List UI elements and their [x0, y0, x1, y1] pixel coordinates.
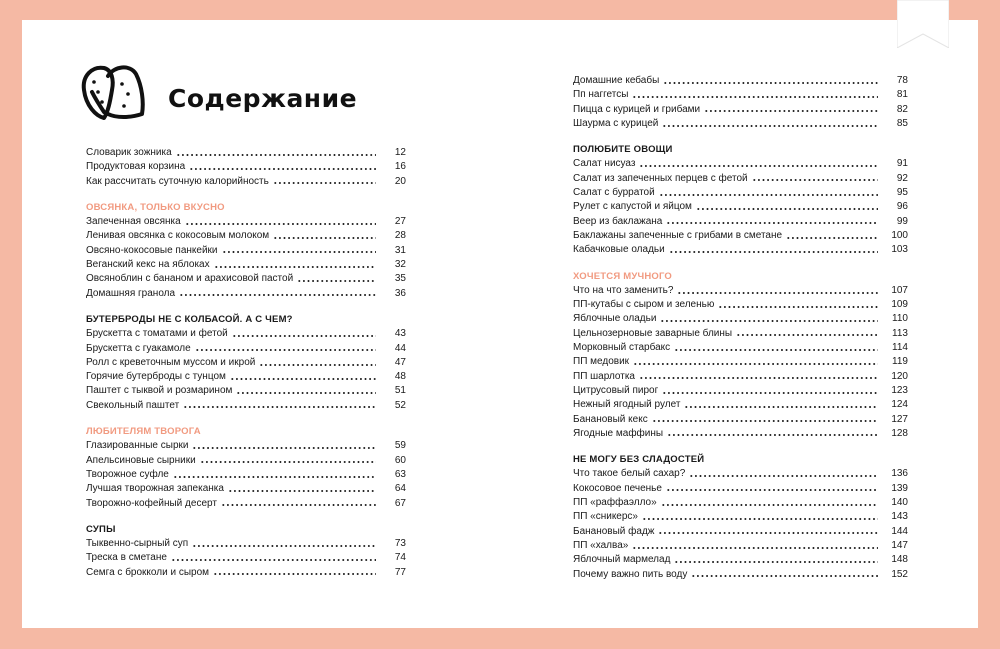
page-number: 147	[891, 539, 908, 551]
page-number: 20	[394, 175, 406, 187]
toc-section	[573, 270, 908, 442]
toc-entry[interactable]	[573, 355, 908, 369]
entry-title: Салат с бурратой	[573, 187, 655, 199]
dot-leader	[662, 125, 878, 127]
page-number: 28	[394, 230, 406, 242]
dot-leader	[183, 406, 376, 408]
page-number: 43	[394, 328, 406, 340]
toc-entry[interactable]	[86, 272, 406, 286]
section-heading: БУТЕРБРОДЫ НЕ С КОЛБАСОЙ. А С ЧЕМ?	[86, 313, 293, 325]
toc-entry[interactable]	[86, 497, 406, 511]
toc-section	[86, 201, 406, 301]
toc-entry[interactable]	[573, 312, 908, 326]
toc-entry[interactable]	[573, 568, 908, 582]
dot-leader	[189, 168, 376, 170]
toc-entry[interactable]	[573, 229, 908, 243]
toc-entry[interactable]	[86, 342, 406, 356]
entry-title: Овсяно-кокосовые панкейки	[86, 244, 218, 256]
dot-leader	[786, 237, 878, 239]
toc-entry[interactable]	[86, 482, 406, 496]
page-number: 96	[896, 201, 908, 213]
entry-title: Нежный ягодный рулет	[573, 399, 681, 411]
dot-leader	[222, 251, 376, 253]
entry-title: Веер из баклажана	[573, 215, 663, 227]
toc-entry[interactable]	[573, 327, 908, 341]
page-number: 120	[891, 370, 908, 382]
page-number: 113	[892, 327, 908, 339]
entry-title: Что на что заменить?	[573, 284, 674, 296]
dot-leader	[658, 532, 878, 534]
toc-entry[interactable]	[573, 539, 908, 553]
dot-leader	[736, 334, 878, 336]
dot-leader	[677, 292, 878, 294]
dot-leader	[232, 335, 376, 337]
entry-title: Творожно-кофейный десерт	[86, 497, 217, 509]
toc-entry[interactable]	[86, 175, 406, 189]
toc-entry[interactable]	[573, 200, 908, 214]
toc-section	[573, 453, 908, 582]
toc-entry[interactable]	[573, 341, 908, 355]
toc-entry[interactable]	[573, 74, 908, 88]
dot-leader	[674, 561, 878, 563]
dot-leader	[192, 545, 376, 547]
toc-entry[interactable]	[573, 186, 908, 200]
entry-title: Пп наггетсы	[573, 89, 629, 101]
toc-entry[interactable]	[86, 215, 406, 229]
page-number: 32	[394, 259, 406, 271]
dot-leader	[674, 349, 878, 351]
entry-title: Запеченная овсянка	[86, 216, 181, 228]
entry-title: Салат из запеченных перцев с фетой	[573, 172, 748, 184]
entry-title: ПП-кутабы с сыром и зеленью	[573, 299, 715, 311]
page-number: 95	[896, 187, 908, 199]
entry-title: Брускетта с гуакамоле	[86, 342, 191, 354]
toc-entry[interactable]	[86, 399, 406, 413]
page-number: 52	[394, 399, 406, 411]
page-number: 100	[891, 229, 908, 241]
toc-entry[interactable]	[86, 370, 406, 384]
page-number: 12	[394, 147, 406, 158]
page-number: 63	[394, 468, 406, 480]
page-number: 136	[891, 468, 908, 480]
page-number: 127	[891, 413, 908, 425]
page-number: 47	[394, 356, 406, 368]
dot-leader	[185, 223, 376, 225]
page-number: 74	[394, 552, 406, 564]
toc-entry[interactable]	[573, 482, 908, 496]
entry-title: Паштет с тыквой и розмарином	[86, 385, 233, 397]
page-number: 91	[896, 158, 908, 170]
page-number: 36	[394, 287, 406, 299]
page-number: 109	[891, 299, 908, 311]
dot-leader	[718, 306, 878, 308]
entry-title: Шаурма с курицей	[573, 117, 659, 129]
dot-leader	[661, 504, 878, 506]
page-number: 48	[394, 371, 406, 383]
dot-leader	[273, 182, 376, 184]
section-heading: НЕ МОГУ БЕЗ СЛАДОСТЕЙ	[573, 454, 705, 466]
page-number: 67	[394, 497, 406, 509]
section-heading: СУПЫ	[86, 523, 116, 535]
entry-title: Глазированные сырки	[86, 440, 189, 452]
page-number: 123	[891, 384, 908, 396]
page-number: 44	[394, 342, 406, 354]
toc-entry[interactable]	[573, 525, 908, 539]
toc-entry[interactable]	[573, 384, 908, 398]
page-number: 148	[891, 554, 908, 566]
dot-leader	[632, 547, 878, 549]
page-number: 139	[891, 482, 908, 494]
dot-leader	[652, 420, 878, 422]
page-number: 85	[896, 117, 908, 129]
toc-left-column	[86, 146, 406, 592]
dot-leader	[200, 461, 376, 463]
page-number: 103	[891, 244, 908, 256]
toc-entry[interactable]	[573, 88, 908, 102]
page-number: 31	[394, 244, 406, 256]
toc-entry[interactable]	[86, 551, 406, 565]
toc-entry[interactable]	[573, 553, 908, 567]
toc-entry[interactable]	[86, 439, 406, 453]
entry-title: Брускетта с томатами и фетой	[86, 328, 228, 340]
dot-leader	[173, 476, 376, 478]
entry-title: Яблочные оладьи	[573, 313, 657, 325]
page-number: 128	[891, 427, 908, 439]
page-number: 78	[896, 75, 908, 86]
dot-leader	[660, 320, 878, 322]
dot-leader	[689, 475, 878, 477]
toc-entry[interactable]	[86, 454, 406, 468]
dot-leader	[633, 363, 878, 365]
toc-entry[interactable]	[86, 356, 406, 370]
dot-leader	[176, 154, 376, 156]
toc-entry[interactable]	[86, 468, 406, 482]
page-number: 82	[896, 103, 908, 115]
entry-title: Ролл с креветочным муссом и икрой	[86, 356, 256, 368]
page-number: 16	[394, 161, 406, 173]
toc-entry[interactable]	[573, 370, 908, 384]
page-number: 64	[394, 483, 406, 495]
entry-title: Свекольный паштет	[86, 399, 180, 411]
page-number: 124	[891, 399, 908, 411]
toc-section	[86, 523, 406, 580]
entry-title: Почему важно пить воду	[573, 568, 688, 580]
toc-entry[interactable]	[86, 327, 406, 341]
toc-entry[interactable]	[573, 467, 908, 481]
entry-title: ПП «халва»	[573, 539, 629, 551]
entry-title: Морковный старбакс	[573, 342, 671, 354]
page-number: 60	[394, 454, 406, 466]
dot-leader	[666, 222, 878, 224]
entry-title: Апельсиновые сырники	[86, 454, 196, 466]
toc-entry[interactable]	[86, 537, 406, 551]
toc-entry[interactable]	[573, 284, 908, 298]
page-number: 143	[891, 511, 908, 523]
dot-leader	[297, 280, 376, 282]
dot-leader	[632, 96, 878, 98]
entry-title: Овсяноблин с бананом и арахисовой пастой	[86, 273, 294, 285]
entry-title: Салат нисуаз	[573, 158, 636, 170]
toc-entry[interactable]	[86, 146, 406, 160]
entry-title: ПП медовик	[573, 356, 630, 368]
dumplings-logo-icon	[78, 62, 152, 124]
page-number: 99	[896, 215, 908, 227]
toc-entry[interactable]	[573, 172, 908, 186]
entry-title: Треска в сметане	[86, 552, 167, 564]
entry-title: Кабачковые оладьи	[573, 244, 665, 256]
section-heading: ОВСЯНКА, ТОЛЬКО ВКУСНО	[86, 201, 225, 213]
page-title: Содержание	[168, 84, 358, 113]
page-number: 140	[891, 497, 908, 509]
dot-leader	[662, 392, 878, 394]
toc-right-column	[573, 74, 908, 594]
entry-title: Как рассчитать суточную калорийность	[86, 175, 269, 187]
dot-leader	[752, 179, 878, 181]
dot-leader	[639, 377, 878, 379]
dot-leader	[642, 518, 878, 520]
toc-section	[573, 143, 908, 257]
entry-title: Ленивая овсянка с кокосовым молоком	[86, 230, 270, 242]
toc-entry[interactable]	[573, 103, 908, 117]
entry-title: Баклажаны запеченные с грибами в сметане	[573, 229, 783, 241]
dot-leader	[192, 447, 376, 449]
entry-title: ПП шарлотка	[573, 370, 635, 382]
dot-leader	[667, 434, 878, 436]
dot-leader	[259, 364, 376, 366]
dot-leader	[659, 194, 878, 196]
dot-leader	[666, 489, 878, 491]
entry-title: Что такое белый сахар?	[573, 468, 686, 480]
toc-entry[interactable]	[573, 510, 908, 524]
dot-leader	[230, 378, 376, 380]
toc-entry[interactable]	[573, 298, 908, 312]
entry-title: Тыквенно-сырный суп	[86, 538, 189, 550]
section-heading: ХОЧЕТСЯ МУЧНОГО	[573, 270, 673, 282]
page-number: 119	[892, 356, 908, 368]
dot-leader	[704, 110, 878, 112]
toc-entry[interactable]	[573, 413, 908, 427]
entry-title: Цитрусовый пирог	[573, 384, 659, 396]
entry-title: Домашние кебабы	[573, 75, 660, 86]
entry-title: Горячие бутерброды с тунцом	[86, 371, 226, 383]
entry-title: Словарик зожника	[86, 147, 172, 158]
dot-leader	[273, 237, 376, 239]
toc-section	[573, 74, 908, 131]
dot-leader	[639, 165, 878, 167]
entry-title: Банановый кекс	[573, 413, 648, 425]
toc-entry[interactable]	[86, 258, 406, 272]
toc-section	[86, 146, 406, 189]
section-heading: ПОЛЮБИТЕ ОВОЩИ	[573, 144, 673, 156]
dot-leader	[669, 251, 878, 253]
entry-title: Продуктовая корзина	[86, 161, 186, 173]
section-heading: ЛЮБИТЕЛЯМ ТВОРОГА	[86, 426, 201, 438]
toc-section	[86, 425, 406, 511]
entry-title: Кокосовое печенье	[573, 482, 662, 494]
page-number: 152	[891, 568, 908, 580]
page-number: 51	[394, 385, 406, 397]
dot-leader	[696, 208, 878, 210]
entry-title: Цельнозерновые заварные блины	[573, 327, 733, 339]
dot-leader	[663, 82, 878, 84]
page-number: 110	[892, 313, 908, 325]
entry-title: Лучшая творожная запеканка	[86, 483, 224, 495]
page-number: 107	[891, 284, 908, 296]
page-number: 92	[896, 172, 908, 184]
bookmark-icon	[897, 0, 949, 48]
toc-entry[interactable]	[573, 398, 908, 412]
toc-entry[interactable]	[86, 229, 406, 243]
entry-title: ПП «раффаэлло»	[573, 497, 657, 509]
page-number: 114	[892, 342, 908, 354]
page-number: 59	[394, 440, 406, 452]
page-number: 35	[394, 273, 406, 285]
toc-entry[interactable]	[573, 117, 908, 131]
toc-entry[interactable]	[573, 496, 908, 510]
entry-title: Яблочный мармелад	[573, 554, 671, 566]
toc-entry[interactable]	[86, 160, 406, 174]
page-number: 73	[394, 538, 406, 550]
toc-entry[interactable]	[573, 215, 908, 229]
dot-leader	[213, 573, 376, 575]
entry-title: Пицца с курицей и грибами	[573, 103, 701, 115]
dot-leader	[214, 266, 376, 268]
page-number: 27	[394, 216, 406, 228]
dot-leader	[171, 559, 376, 561]
toc-entry[interactable]	[86, 566, 406, 580]
dot-leader	[195, 349, 376, 351]
entry-title: Домашняя гранола	[86, 287, 176, 299]
toc-entry[interactable]	[86, 244, 406, 258]
entry-title: Банановый фадж	[573, 525, 655, 537]
page-number: 81	[896, 89, 908, 101]
entry-title: ПП «сникерс»	[573, 511, 638, 523]
dot-leader	[221, 504, 376, 506]
toc-section	[86, 313, 406, 413]
page-number: 144	[891, 525, 908, 537]
entry-title: Рулет с капустой и яйцом	[573, 201, 692, 213]
entry-title: Веганский кекс на яблоках	[86, 259, 210, 271]
dot-leader	[691, 575, 878, 577]
dot-leader	[236, 392, 376, 394]
entry-title: Творожное суфле	[86, 468, 169, 480]
toc-entry[interactable]	[573, 243, 908, 257]
dot-leader	[228, 490, 376, 492]
entry-title: Семга с брокколи и сыром	[86, 566, 210, 578]
toc-entry[interactable]	[573, 157, 908, 171]
toc-entry[interactable]	[86, 287, 406, 301]
toc-entry[interactable]	[86, 384, 406, 398]
entry-title: Ягодные маффины	[573, 427, 664, 439]
toc-entry[interactable]	[573, 427, 908, 441]
dot-leader	[179, 294, 376, 296]
page-number: 77	[394, 566, 406, 578]
dot-leader	[684, 406, 878, 408]
